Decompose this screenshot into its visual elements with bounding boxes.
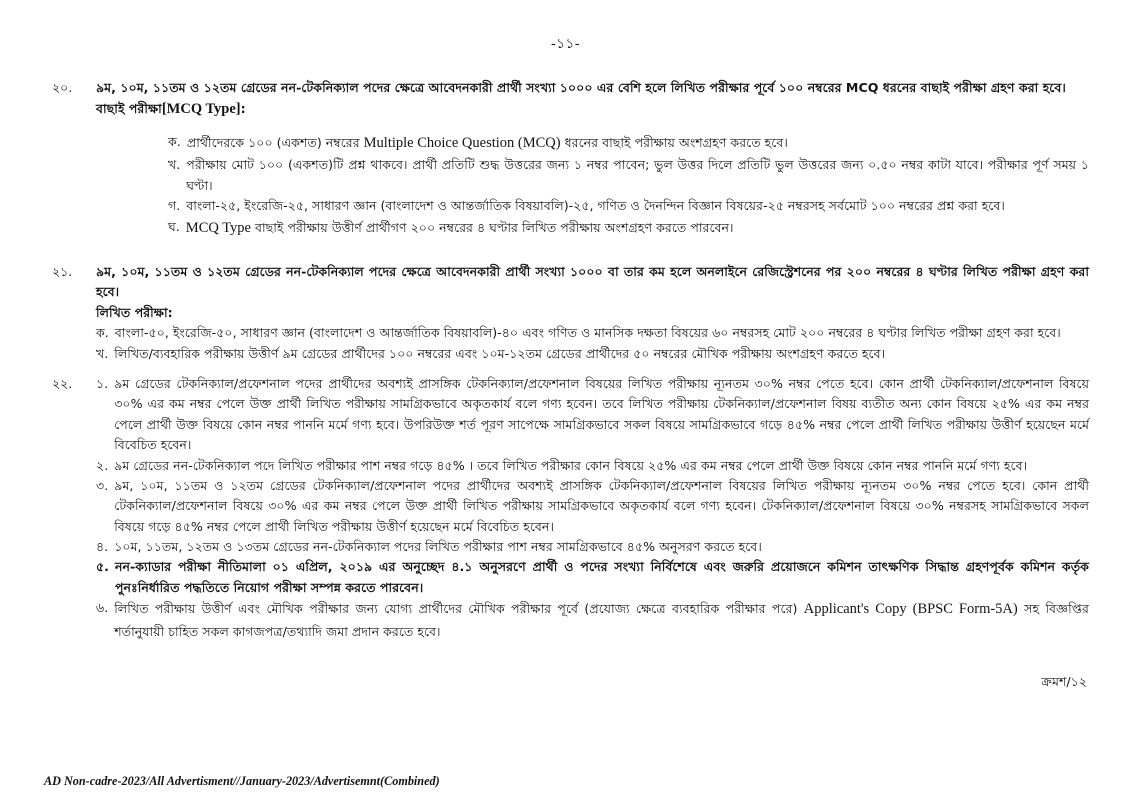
list-item — [96, 323, 1089, 343]
sub-text: নন-ক্যাডার পরীক্ষা নীতিমালা ০১ এপ্রিল, ২০১৯ এর অনুচ্ছেদ ৪.১ অনুসরণে প্রার্থী ও পদের সংখ্যা নির্বিশেষে এবং জরুরি প্রয়োজনে কমিশন তাৎক্ষণিক সিদ্ধান্ত গ্রহণপূর্বক কমিশন কর্তৃক পুনঃনির্ধারিত পদ্ধতিতে নিয়োগ পরীক্ষা সম্পন্ন করতে পারবেন। — [114, 559, 1089, 595]
sub-marker: ৫. — [96, 559, 109, 575]
sub-text-latin: Multiple Choice Question (MCQ) — [363, 134, 561, 151]
list-item — [96, 456, 1089, 476]
list-item — [96, 557, 1089, 598]
page-number-header: -১১- — [550, 36, 581, 52]
sub-marker: ক. — [96, 325, 109, 341]
clause-20-subheading-tail: : — [240, 101, 246, 117]
clause-20-subheading — [96, 98, 1089, 121]
clause-20-subheading-bn: বাছাই পরীক্ষা — [96, 101, 162, 117]
spacer — [52, 364, 1089, 374]
sub-text: বাংলা-২৫, ইংরেজি-২৫, সাধারণ জ্ঞান (বাংলাদেশ ও আন্তর্জাতিক বিষয়াবলি)-২৫, গণিত ও দৈনন্দিন বিজ্ঞান বিষয়ের-২৫ নম্বরসহ সর্বমোট ১০০ নম্বরের প্রশ্ন করা হবে। — [186, 198, 1005, 214]
sub-marker: ক. — [168, 133, 181, 149]
list-item — [96, 537, 1089, 557]
spacer — [96, 122, 1089, 132]
spacer — [52, 240, 1089, 262]
clause-22-sublist — [96, 374, 1089, 642]
sub-text — [186, 217, 1089, 240]
sub-body — [115, 557, 1089, 598]
list-item — [96, 476, 1089, 537]
sub-marker: ২. — [96, 457, 109, 473]
sub-marker: ৬. — [96, 600, 109, 616]
clause-21-sublist — [96, 323, 1089, 364]
sub-body — [115, 323, 1089, 343]
list-item — [168, 132, 1089, 155]
list-item — [168, 196, 1089, 216]
sub-text-latin: MCQ Type — [185, 219, 251, 236]
sub-body — [114, 537, 1089, 557]
sub-marker: ঘ. — [168, 218, 180, 234]
sub-marker: খ. — [168, 157, 181, 173]
list-item — [168, 155, 1089, 196]
sub-text — [187, 132, 1089, 155]
clause-20-marker: ২০. — [52, 80, 73, 95]
list-item — [96, 598, 1089, 642]
sub-marker: খ. — [96, 345, 109, 361]
list-item — [96, 374, 1089, 456]
clause-21-lead-text: ৯ম, ১০ম, ১১তম ও ১২তম গ্রেডের নন-টেকনিক্যাল পদের ক্ষেত্রে আবেদনকারী প্রার্থী সংখ্যা ১০০০ বা তার কম হলে অনলাইনে রেজিস্ট্রেশনের পর ২০০ নম্বরের ৪ ঘণ্টার লিখিত পরীক্ষা গ্রহণ করা হবে। — [96, 264, 1089, 300]
sub-text: লিখিত/ব্যবহারিক পরীক্ষায় উত্তীর্ণ ৯ম গ্রেডের প্রার্থীদের ১০০ নম্বরের এবং ১০ম-১২তম গ্রেডের প্রার্থীদের ৫০ নম্বরের মৌখিক পরীক্ষায় অংশগ্রহণ করতে হবে। — [114, 345, 886, 361]
sub-marker: ৪. — [96, 539, 109, 555]
sub-body — [187, 132, 1089, 155]
sub-text-part-a: লিখিত পরীক্ষায় উত্তীর্ণ এবং মৌখিক পরীক্ষার জন্য যোগ্য প্রার্থীদের মৌখিক পরীক্ষার পূর্বে (প্রযোজ্য ক্ষেত্রে ব্যবহারিক পরীক্ষার পরে) — [114, 601, 804, 617]
sub-text-part-a: প্রার্থীদেরকে ১০০ (একশত) নম্বরের — [186, 134, 364, 150]
sub-body — [114, 598, 1089, 642]
sub-text-part-b: ধরনের বাছাই পরীক্ষায় অংশগ্রহণ করতে হবে। — [560, 134, 788, 150]
list-item — [168, 217, 1089, 240]
sub-body — [114, 476, 1089, 537]
clause-20-subheading-latin: [MCQ Type] — [161, 101, 241, 118]
sub-marker: ১. — [96, 375, 109, 391]
clause-22-body — [96, 374, 1089, 642]
sub-text: ৯ম, ১০ম, ১১তম ও ১২তম গ্রেডের টেকনিক্যাল/প্রফেশনাল পদের প্রার্থীদের অবশ্যই প্রাসঙ্গিক টেকনিক্যাল/প্রফেশনাল বিষয়ের লিখিত পরীক্ষায় ন্যূনতম ৩০% নম্বর পেতে হবে। কোন প্রার্থী টেকনিক্যাল/প্রফেশনাল বিষয়ে ৩০% এর কম নম্বর পেলে উক্ত প্রার্থী লিখিত পরীক্ষায় সামগ্রিকভাবে অকৃতকার্য বলে গণ্য হবেন। টেকনিক্যাল/প্রফেশনাল বিষয়ে ৩০% নম্বরসহ সামগ্রিকভাবে সকল বিষয়ে গড়ে ৪৫% নম্বর পেলে প্রার্থী লিখিত পরীক্ষায় উত্তীর্ণ হয়েছেন মর্মে বিবেচিত হবেন। — [114, 477, 1089, 534]
document-body — [52, 78, 1089, 642]
sub-text: বাংলা-৫০, ইংরেজি-৫০, সাধারণ জ্ঞান (বাংলাদেশ ও আন্তর্জাতিক বিষয়াবলি)-৪০ এবং গণিত ও মানসিক দক্ষতা বিষয়ের ৬০ নম্বরসহ মোট ২০০ নম্বরের ৪ ঘণ্টার লিখিত পরীক্ষা গ্রহণ করা হবে। — [114, 325, 1061, 341]
document-footer: AD Non-cadre-2023/All Advertisment//January-2023/Advertisemnt(Combined) — [44, 774, 440, 788]
sub-body — [186, 217, 1089, 240]
sub-text-part-b: সহ বিজ্ঞপ্তির শর্তানুযায়ী চাহিত সকল কাগজপত্র/তথ্যাদি জমা প্রদান করতে হবে। — [114, 601, 1089, 639]
sub-text-latin: Applicant's Copy (BPSC Form-5A) — [803, 601, 1018, 618]
sub-marker: গ. — [168, 198, 181, 214]
clause-20 — [52, 78, 1089, 240]
clause-21-body — [96, 262, 1089, 364]
sub-body — [114, 344, 1089, 364]
sub-text — [114, 598, 1089, 642]
clause-22 — [52, 374, 1089, 642]
sub-text: ১০ম, ১১তম, ১২তম ও ১৩তম গ্রেডের নন-টেকনিক্যাল পদের লিখিত পরীক্ষার পাশ নম্বর সামগ্রিকভাবে ৪৫% অনুসরণ করতে হবে। — [114, 539, 762, 555]
list-item — [96, 344, 1089, 364]
continuation-label: ক্রমশ/১২ — [1041, 674, 1087, 689]
sub-body — [114, 374, 1089, 456]
clause-20-sublist — [168, 132, 1089, 240]
clause-21 — [52, 262, 1089, 364]
clause-20-lead-text: ৯ম, ১০ম, ১১তম ও ১২তম গ্রেডের নন-টেকনিক্যাল পদের ক্ষেত্রে আবেদনকারী প্রার্থী সংখ্যা ১০০০ এর বেশি হলে লিখিত পরীক্ষার পূর্বে ১০০ নম্বরের MCQ ধরনের বাছাই পরীক্ষা গ্রহণ করা হবে। — [96, 80, 1066, 95]
sub-text: পরীক্ষায় মোট ১০০ (একশত)টি প্রশ্ন থাকবে। প্রার্থী প্রতিটি শুদ্ধ উত্তরের জন্য ১ নম্বর পাবেন; ভুল উত্তর দিলে প্রতিটি ভুল উত্তরের জন্য ০.৫০ নম্বর কাটা যাবে। পরীক্ষার পূর্ণ সময় ১ ঘণ্টা। — [186, 157, 1089, 193]
sub-body — [186, 155, 1089, 196]
clause-21-marker: ২১. — [52, 264, 73, 280]
clause-20-body — [96, 78, 1089, 240]
sub-marker: ৩. — [96, 477, 109, 493]
clause-21-subheading: লিখিত পরীক্ষা: — [96, 304, 173, 320]
sub-body — [186, 196, 1089, 216]
sub-text: ৯ম গ্রেডের নন-টেকনিক্যাল পদে লিখিত পরীক্ষার পাশ নম্বর গড়ে ৪৫% । তবে লিখিত পরীক্ষার কোন বিষয়ে ২৫% এর কম নম্বর পেলে প্রার্থী উক্ত বিষয়ে কোন নম্বর পাননি মর্মে গণ্য হবে। — [114, 457, 1028, 473]
clause-22-marker: ২২. — [52, 375, 73, 391]
sub-text-part-b: বাছাই পরীক্ষায় উত্তীর্ণ প্রার্থীগণ ২০০ নম্বরের ৪ ঘণ্টার লিখিত পরীক্ষায় অংশগ্রহণ করতে পারবেন। — [250, 219, 734, 235]
sub-text: ৯ম গ্রেডের টেকনিক্যাল/প্রফেশনাল পদের প্রার্থীদের অবশ্যই প্রাসঙ্গিক টেকনিক্যাল/প্রফেশনাল বিষয়ের লিখিত পরীক্ষায় ন্যূনতম ৩০% নম্বর পেতে হবে। কোন প্রার্থী টেকনিক্যাল/প্রফেশনাল বিষয়ে ৩০% এর কম নম্বর পেলে উক্ত প্রার্থী লিখিত পরীক্ষায় সামগ্রিকভাবে অকৃতকার্য বলে গণ্য হবেন। তবে লিখিত পরীক্ষায় টেকনিক্যাল/প্রফেশনাল বিষয় ব্যতীত অন্য কোন বিষয়ে ২৫% এর কম নম্বর পেলে প্রার্থী উক্ত বিষয়ে কোন নম্বর পাননি মর্মে গণ্য হবে। উপরিউক্ত শর্ত পূরণ সাপেক্ষে সামগ্রিকভাবে সকল বিষয়ে সামগ্রিকভাবে গড়ে ৪৫% নম্বর পেলে প্রার্থী লিখিত পরীক্ষায় উত্তীর্ণ হয়েছেন মর্মে বিবেচিত হবেন। — [114, 375, 1089, 453]
sub-body — [114, 456, 1089, 476]
